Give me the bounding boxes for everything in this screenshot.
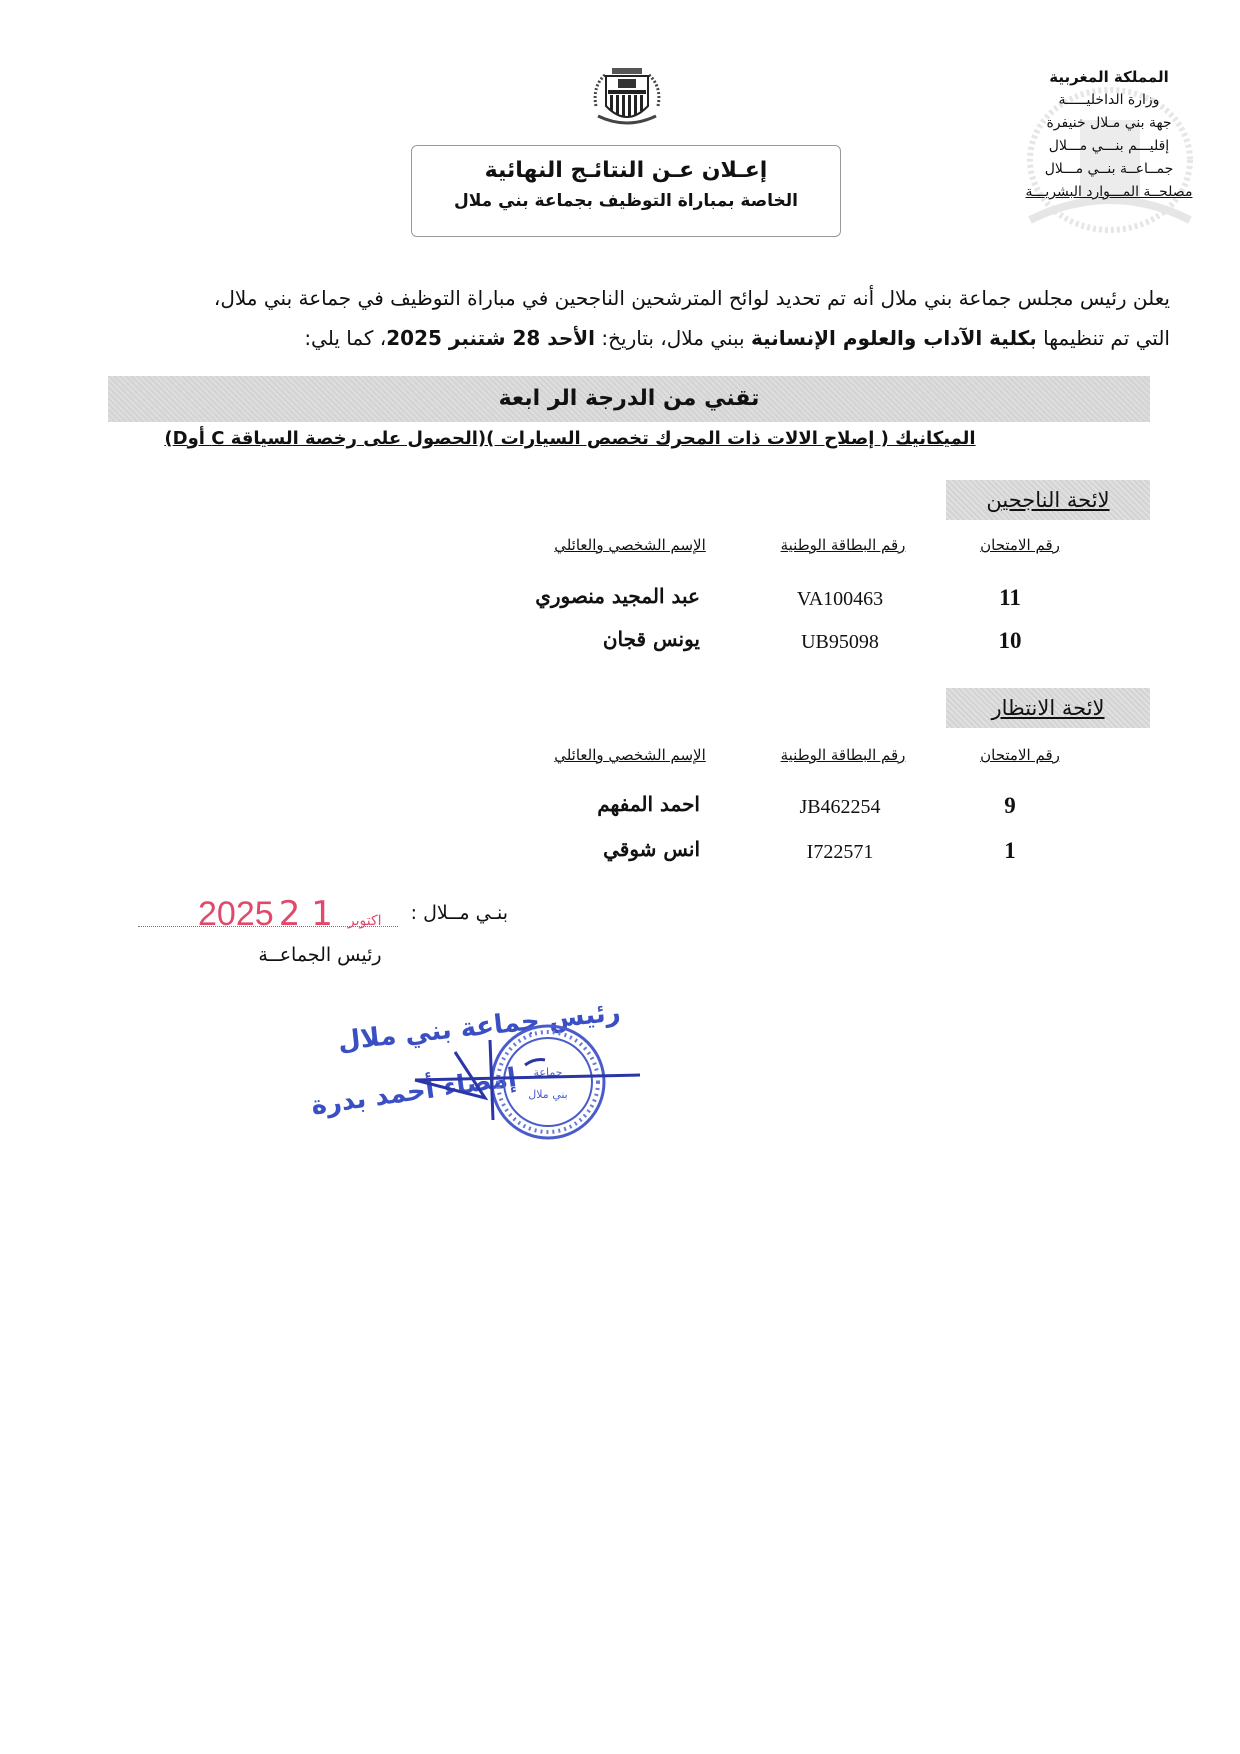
- intro-text: ، كما يلي:: [304, 326, 387, 350]
- national-id: UB95098: [801, 631, 879, 653]
- signature-and-seal: [250, 980, 650, 1160]
- intro-venue: بكلية الآداب والعلوم الإنسانية: [750, 326, 1037, 350]
- seal-inner-line-2: بني ملال: [528, 1088, 568, 1101]
- national-id: JB462254: [799, 796, 881, 818]
- column-header-national-id: رقم البطاقة الوطنية: [780, 536, 906, 554]
- announcement-title: إعـلان عـن النتائـج النهائية: [484, 158, 768, 183]
- date-stamp-day: 1 2: [278, 894, 333, 934]
- intro-date: الأحد 28 شتنبر 2025: [386, 326, 595, 350]
- letterhead-province: إقليـــم بنـــي مـــلال: [1048, 138, 1170, 154]
- column-header-full-name: الإسم الشخصي والعائلي: [554, 536, 706, 554]
- letterhead-service: مصلحــة المـــوارد البشريـــة: [1025, 184, 1193, 200]
- date-stamp-year: 2025: [198, 895, 274, 933]
- announcement-subtitle: الخاصة بمباراة التوظيف بجماعة بني ملال: [454, 191, 798, 211]
- intro-text: التي تم تنظيمها: [1036, 326, 1170, 350]
- date-stamp-month: اكتوبر: [347, 913, 382, 929]
- letterhead-ministry: وزارة الداخليـــــة: [1058, 92, 1160, 108]
- full-name: انس شوقي: [603, 837, 700, 861]
- intro-line-1: يعلن رئيس مجلس جماعة بني ملال أنه تم تحديد لوائح المترشحين الناجحين في مباراة التوظيف في جماعة بني ملال،: [213, 286, 1170, 310]
- letterhead-kingdom: المملكة المغربية: [1049, 68, 1169, 86]
- grade-heading: تقني من الدرجة الر ابعة: [108, 376, 1150, 422]
- successful-list-label: لائحة الناجحين: [946, 480, 1150, 520]
- municipal-crest-icon: [588, 66, 666, 130]
- column-header-full-name: الإسم الشخصي والعائلي: [554, 746, 706, 764]
- exam-number: 10: [998, 628, 1022, 653]
- letterhead-region: جهة بني مـلال خنيفرة: [1046, 115, 1172, 131]
- column-header-exam-number: رقم الامتحان: [980, 746, 1060, 764]
- full-name: احمد المفهم: [597, 792, 700, 816]
- seal-inner-line-1: جماعة: [533, 1066, 563, 1079]
- intro-line-2: [70, 318, 1170, 358]
- national-id: I722571: [806, 841, 874, 863]
- intro-paragraph: [70, 278, 1170, 358]
- letterhead-commune: جمــاعــة بنــي مـــلال: [1044, 161, 1174, 177]
- president-title: رئيس الجماعــة: [258, 944, 382, 966]
- waiting-list-label: لائحة الانتظار: [946, 688, 1150, 728]
- intro-text: ببني ملال، بتاريخ:: [595, 326, 751, 350]
- exam-number: 9: [1004, 793, 1016, 818]
- specialty-heading: الميكانيك ( إصلاح الالات ذات المحرك تخصص السيارات )(الحصول على رخصة السياقة C أوD): [164, 428, 976, 449]
- signature-stamp-line-2: إمضاء أحمد بدرة: [309, 1062, 519, 1122]
- handwritten-signature-icon: [415, 1040, 640, 1120]
- column-header-exam-number: رقم الامتحان: [980, 536, 1060, 554]
- announcement-title-box: [411, 145, 841, 237]
- signature-stamp-line-1: رئيس جماعة بني ملال: [336, 997, 622, 1057]
- national-id: VA100463: [796, 588, 884, 610]
- date-line: [138, 894, 508, 936]
- exam-number: 11: [999, 585, 1021, 610]
- column-header-national-id: رقم البطاقة الوطنية: [780, 746, 906, 764]
- date-stamp: [198, 894, 392, 934]
- exam-number: 1: [1004, 838, 1016, 863]
- letterhead: [1004, 66, 1214, 204]
- full-name: عبد المجيد منصوري: [535, 584, 700, 608]
- place-label: بنـي مــلال :: [410, 902, 508, 924]
- full-name: يونس قجان: [602, 627, 700, 651]
